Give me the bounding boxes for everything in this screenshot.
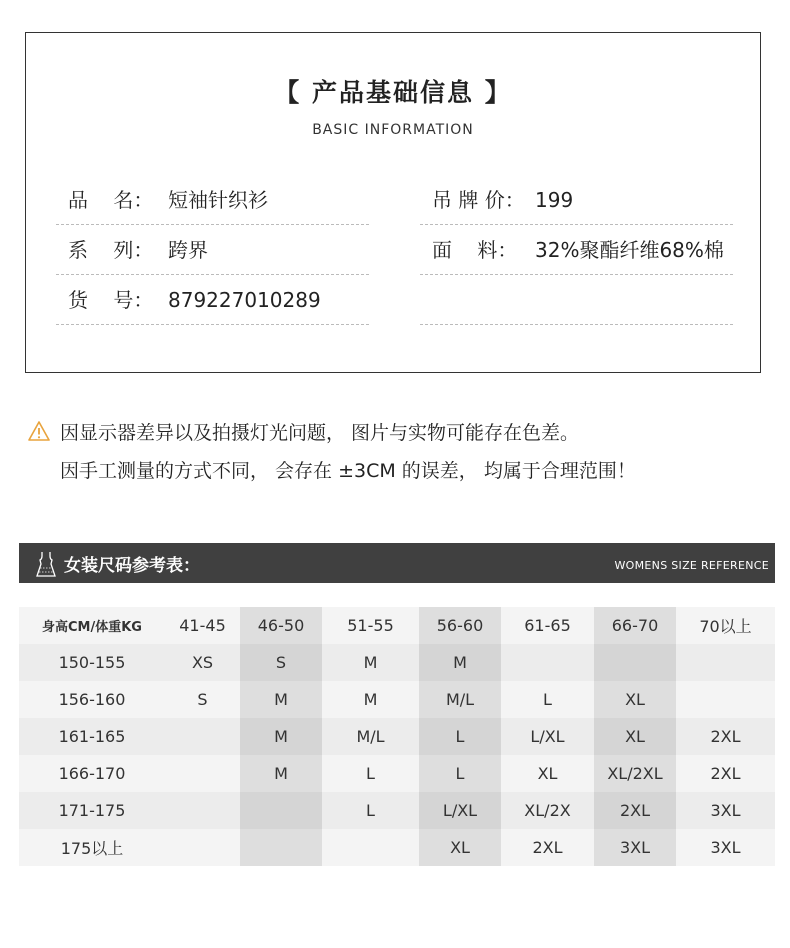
- info-subtitle: BASIC INFORMATION: [312, 122, 474, 138]
- table-header-cell: 41-45: [165, 607, 240, 644]
- size-chart-header: [19, 543, 775, 583]
- table-cell: [594, 644, 676, 681]
- table-cell: L: [322, 755, 419, 792]
- table-cell: M/L: [419, 681, 501, 718]
- size-chart-reference: WOMENS SIZE REFERENCE: [614, 559, 769, 572]
- table-header-cell: 46-50: [240, 607, 322, 644]
- table-cell: [676, 681, 775, 718]
- info-value: 199: [535, 188, 574, 212]
- table-cell: M: [240, 681, 322, 718]
- table-cell: M: [240, 718, 322, 755]
- table-cell: [501, 644, 594, 681]
- table-cell: M: [240, 755, 322, 792]
- info-value: 跨界: [168, 238, 208, 262]
- table-header-cell: 66-70: [594, 607, 676, 644]
- table-cell: L: [322, 792, 419, 829]
- table-cell: L: [419, 755, 501, 792]
- table-cell: XS: [165, 644, 240, 681]
- table-header-cell: 51-55: [322, 607, 419, 644]
- info-value: 879227010289: [168, 288, 321, 312]
- table-cell: XL/2XL: [594, 755, 676, 792]
- table-cell: 150-155: [19, 644, 165, 681]
- table-cell: M/L: [322, 718, 419, 755]
- table-cell: L/XL: [419, 792, 501, 829]
- table-row: [19, 681, 775, 718]
- table-row: [19, 792, 775, 829]
- table-cell: M: [322, 681, 419, 718]
- table-cell: [165, 718, 240, 755]
- dress-icon: [36, 551, 56, 577]
- table-cell: 3XL: [676, 792, 775, 829]
- info-value: 短袖针织衫: [168, 188, 268, 212]
- info-label: 面 料：: [432, 238, 518, 262]
- info-row-sku: [56, 275, 369, 325]
- table-cell: L/XL: [501, 718, 594, 755]
- table-row: [19, 718, 775, 755]
- table-cell: 3XL: [676, 829, 775, 866]
- info-title: 【 产品基础信息 】: [274, 78, 512, 107]
- info-label: 货 号：: [68, 288, 154, 312]
- table-cell: L: [419, 718, 501, 755]
- table-cell: S: [240, 644, 322, 681]
- info-row-name: [56, 175, 369, 225]
- table-cell: 175以上: [19, 829, 165, 866]
- table-cell: [322, 829, 419, 866]
- table-cell: S: [165, 681, 240, 718]
- table-cell: 161-165: [19, 718, 165, 755]
- info-label: 吊 牌 价：: [432, 188, 525, 212]
- table-cell: 3XL: [594, 829, 676, 866]
- table-cell: [165, 829, 240, 866]
- info-row-series: [56, 225, 369, 275]
- table-cell: XL: [594, 718, 676, 755]
- table-cell: 171-175: [19, 792, 165, 829]
- table-cell: 156-160: [19, 681, 165, 718]
- table-header-cell: 身高CM/体重KG: [19, 607, 165, 644]
- info-label: 品 名：: [68, 188, 154, 212]
- table-cell: [240, 792, 322, 829]
- table-header-cell: 56-60: [419, 607, 501, 644]
- table-cell: 2XL: [676, 755, 775, 792]
- table-header-row: [19, 607, 775, 644]
- product-info-panel: [25, 32, 761, 373]
- info-row-fabric: [420, 225, 733, 275]
- size-chart-title: 女装尺码参考表：: [64, 556, 200, 576]
- table-cell: [165, 755, 240, 792]
- table-cell: XL: [501, 755, 594, 792]
- table-cell: XL: [419, 829, 501, 866]
- table-cell: XL: [594, 681, 676, 718]
- notice-line-2: 因手工测量的方式不同， 会存在 ±3CM 的误差， 均属于合理范围！: [60, 460, 636, 482]
- table-cell: [676, 644, 775, 681]
- table-cell: 2XL: [501, 829, 594, 866]
- table-cell: [240, 829, 322, 866]
- info-row-price: [420, 175, 733, 225]
- table-cell: L: [501, 681, 594, 718]
- table-row: [19, 829, 775, 866]
- table-row: [19, 644, 775, 681]
- info-value: 32%聚酯纤维68%棉: [535, 238, 724, 262]
- table-cell: M: [419, 644, 501, 681]
- table-cell: XL/2X: [501, 792, 594, 829]
- table-cell: 2XL: [676, 718, 775, 755]
- info-row-empty: [420, 275, 733, 325]
- table-cell: M: [322, 644, 419, 681]
- notice-line-1: 因显示器差异以及拍摄灯光问题， 图片与实物可能存在色差。: [60, 422, 580, 444]
- table-header-cell: 61-65: [501, 607, 594, 644]
- warning-icon: [28, 420, 50, 442]
- table-row: [19, 755, 775, 792]
- size-table: [19, 607, 775, 866]
- table-header-cell: 70以上: [676, 607, 775, 644]
- info-label: 系 列：: [68, 238, 154, 262]
- table-cell: [165, 792, 240, 829]
- table-cell: 2XL: [594, 792, 676, 829]
- table-cell: 166-170: [19, 755, 165, 792]
